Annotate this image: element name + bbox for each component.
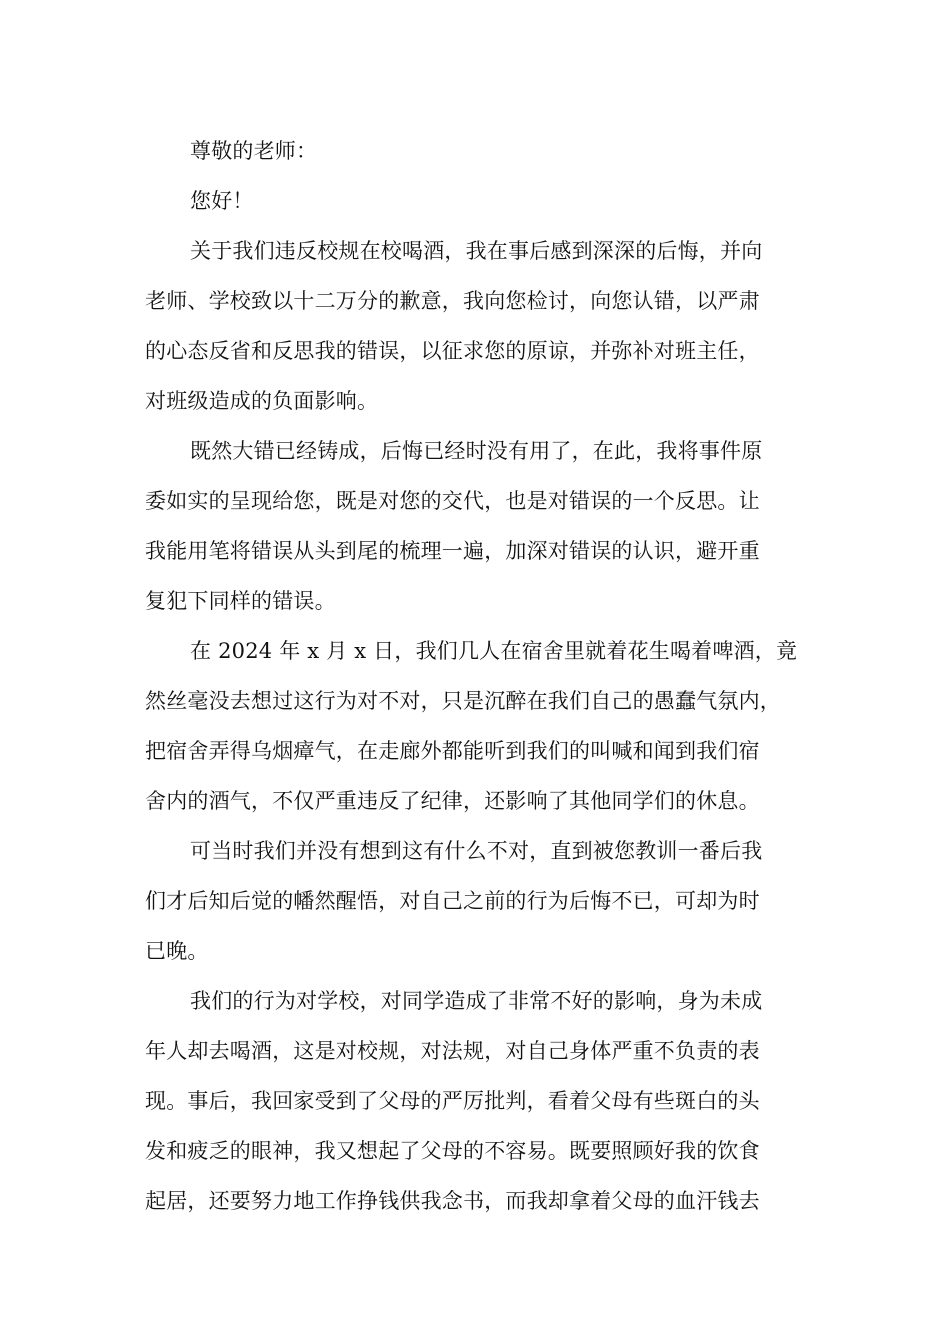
paragraph-1-line-2: 老师、学校致以十二万分的歉意，我向您检讨，向您认错，以严肃 bbox=[145, 289, 760, 313]
paragraph-4-line-2: 们才后知后觉的幡然醒悟，对自己之前的行为后悔不已，可却为时 bbox=[145, 889, 760, 913]
paragraph-5-line-2: 年人却去喝酒，这是对校规，对法规，对自己身体严重不负责的表 bbox=[145, 1039, 760, 1063]
paragraph-3-line-4: 舍内的酒气，不仅严重违反了纪律，还影响了其他同学们的休息。 bbox=[145, 789, 760, 813]
paragraph-2-line-4: 复犯下同样的错误。 bbox=[145, 589, 336, 613]
greeting: 您好！ bbox=[190, 189, 254, 213]
salutation: 尊敬的老师： bbox=[190, 139, 318, 163]
paragraph-3-line-3: 把宿舍弄得乌烟瘴气，在走廊外都能听到我们的叫喊和闻到我们宿 bbox=[145, 739, 760, 763]
paragraph-5-line-1: 我们的行为对学校，对同学造成了非常不好的影响，身为未成 bbox=[190, 989, 763, 1013]
paragraph-4-line-1: 可当时我们并没有想到这有什么不对，直到被您教训一番后我 bbox=[190, 839, 763, 863]
paragraph-2-line-3: 我能用笔将错误从头到尾的梳理一遍，加深对错误的认识，避开重 bbox=[145, 539, 760, 563]
paragraph-4-line-3: 已晚。 bbox=[145, 939, 209, 963]
paragraph-1-line-1: 关于我们违反校规在校喝酒，我在事后感到深深的后悔，并向 bbox=[190, 239, 763, 263]
paragraph-3-line-1: 在 2024 年 x 月 x 日，我们几人在宿舍里就着花生喝着啤酒，竟 bbox=[190, 639, 798, 663]
paragraph-3-line-2: 然丝毫没去想过这行为对不对，只是沉醉在我们自己的愚蠢气氛内， bbox=[145, 689, 781, 713]
paragraph-1-line-4: 对班级造成的负面影响。 bbox=[145, 389, 379, 413]
paragraph-5-line-4: 发和疲乏的眼神，我又想起了父母的不容易。既要照顾好我的饮食 bbox=[145, 1139, 760, 1163]
paragraph-2-line-1: 既然大错已经铸成，后悔已经时没有用了，在此，我将事件原 bbox=[190, 439, 763, 463]
paragraph-5-line-5: 起居，还要努力地工作挣钱供我念书，而我却拿着父母的血汗钱去 bbox=[145, 1189, 760, 1213]
paragraph-1-line-3: 的心态反省和反思我的错误，以征求您的原谅，并弥补对班主任， bbox=[145, 339, 760, 363]
paragraph-5-line-3: 现。事后，我回家受到了父母的严厉批判，看着父母有些斑白的头 bbox=[145, 1089, 760, 1113]
paragraph-2-line-2: 委如实的呈现给您，既是对您的交代，也是对错误的一个反思。让 bbox=[145, 489, 760, 513]
